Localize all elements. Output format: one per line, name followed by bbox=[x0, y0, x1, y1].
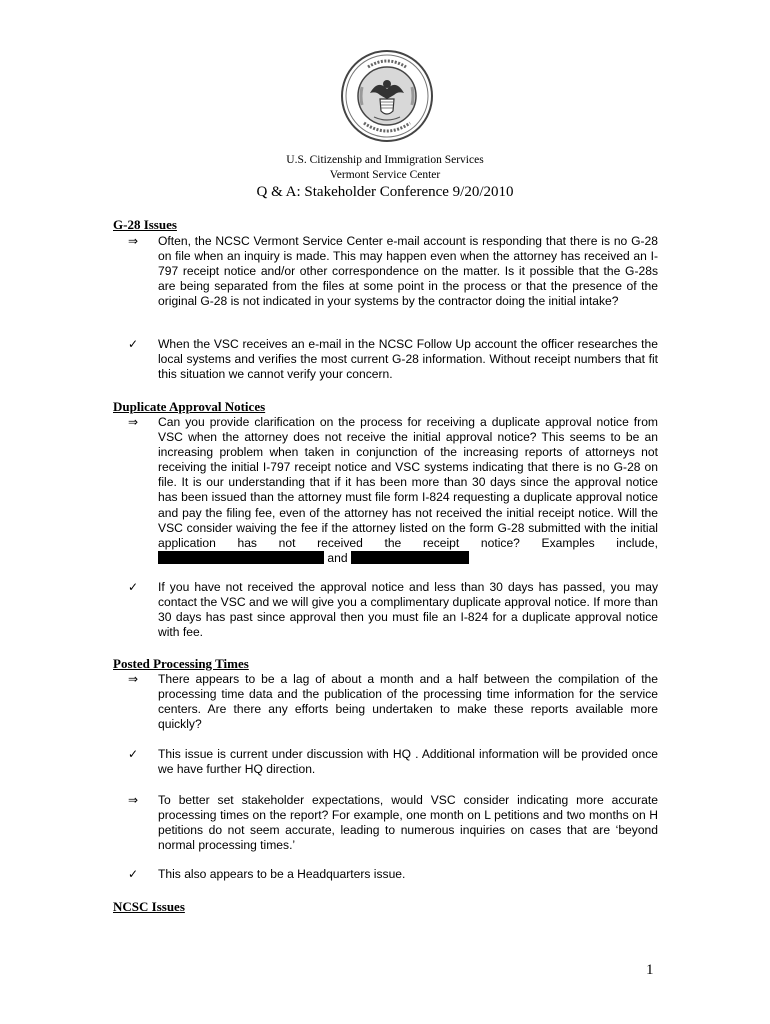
answer-text: This also appears to be a Headquarters issue. bbox=[158, 867, 406, 881]
arrow-icon: ⇒ bbox=[128, 415, 139, 429]
checkmark-icon: ✓ bbox=[128, 580, 139, 594]
question-text: To better set stakeholder expectations, would VSC consider indicating more accurate processing times on the report? For example, one month on L petitions and two months on H petitions do not seem accurate, leading to numerous inquiries on cases that are ‘beyond normal processing times.’ bbox=[158, 793, 658, 853]
page-number: 1 bbox=[646, 962, 654, 978]
redaction-block bbox=[158, 551, 324, 564]
answer-text: When the VSC receives an e-mail in the NCSC Follow Up account the officer researches the local systems and verifies the most current G-28 information. Without receipt numbers that fit this situation we cannot verify your concern. bbox=[158, 337, 658, 382]
service-center-name: Vermont Service Center bbox=[329, 169, 441, 181]
arrow-icon: ⇒ bbox=[128, 793, 139, 807]
org-name: U.S. Citizenship and Immigration Services bbox=[286, 154, 484, 166]
question-conjunction: and bbox=[327, 550, 348, 565]
question-body: Can you provide clarification on the process for receiving a duplicate approval notice from VSC when the attorney does not receive the initial approval notice? This seems to be an increasing problem when taken in conjunction of the increasing reports of attorneys not receiving the initial I-797 receipt notice and VSC systems indicating that there is no G-28 on file. It is our understanding that if it has been more than 30 days since the approval notice has been issued than the attorney must file form I-824 requesting a duplicate approval notice and pay the filing fee, even of the attorney has not received the initial receipt notice. Will the VSC consider waiving the fee if the attorney listed on the form G-28 submitted with the initial application has not received the receipt notice? Examples include, bbox=[158, 415, 658, 550]
question-text: There appears to be a lag of about a month and a half between the compilation of the processing time data and the publication of the processing time information for the service centers. Are there any efforts being undertaken to make these reports available more quickly? bbox=[158, 672, 658, 732]
question-text: Often, the NCSC Vermont Service Center e-mail account is responding that there is no G-28 on file when an inquiry is made. This may happen even when the attorney has received an I-797 receipt notice and/or other correspondence on the matter. Is it possible that the G-28s are being separated from the files at some point in the process or that the presence of the original G-28 is not indicated in your systems by the contractor doing the initial intake? bbox=[158, 234, 658, 309]
checkmark-icon: ✓ bbox=[128, 747, 139, 761]
document-title: Q & A: Stakeholder Conference 9/20/2010 bbox=[256, 184, 514, 200]
section-heading-duplicate: Duplicate Approval Notices bbox=[113, 399, 266, 414]
section-heading-processing: Posted Processing Times bbox=[113, 656, 249, 671]
arrow-icon: ⇒ bbox=[128, 672, 139, 686]
section-heading-ncsc: NCSC Issues bbox=[113, 899, 185, 914]
dhs-seal-logo bbox=[340, 49, 434, 143]
answer-text: If you have not received the approval notice and less than 30 days has passed, you may contact the VSC and we will give you a complimentary duplicate approval notice. If more than 30 days has past since approval then you must file an I-824 for a duplicate approval notice with fee. bbox=[158, 580, 658, 640]
section-heading-g28: G-28 Issues bbox=[113, 217, 177, 232]
checkmark-icon: ✓ bbox=[128, 867, 139, 881]
checkmark-icon: ✓ bbox=[128, 337, 139, 351]
arrow-icon: ⇒ bbox=[128, 234, 139, 248]
question-text bbox=[158, 415, 658, 566]
answer-text: This issue is current under discussion with HQ . Additional information will be provided once we have further HQ direction. bbox=[158, 747, 658, 777]
redaction-block bbox=[351, 551, 469, 564]
